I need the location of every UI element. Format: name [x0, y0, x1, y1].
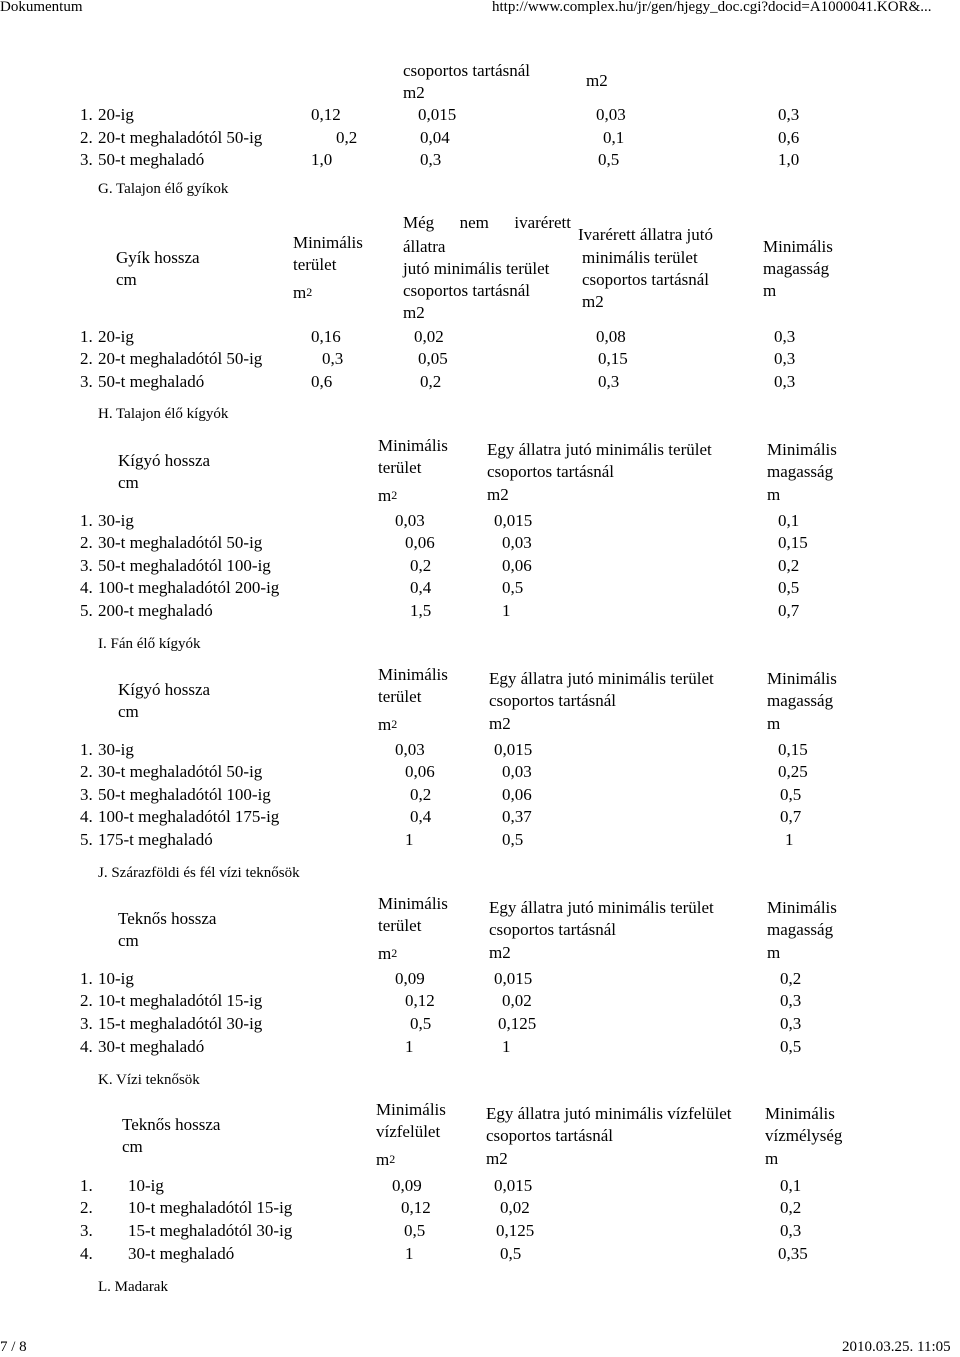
row-number: 2. — [80, 762, 93, 781]
cell-height: 1,0 — [778, 150, 800, 169]
col-header-height: magasság — [767, 462, 834, 481]
col-header-area: Minimális — [378, 894, 448, 913]
row-number: 4. — [80, 807, 93, 826]
col-header-adult: minimális terület — [582, 248, 698, 267]
cell-group-area: 0,03 — [502, 533, 532, 552]
row-label: 10-t meghaladótól 15-ig — [98, 991, 263, 1010]
col-header-height-unit: m — [767, 714, 781, 733]
cell-area: 0,16 — [311, 327, 341, 346]
cell-height: 0,2 — [778, 556, 800, 575]
col-header-area: terület — [378, 458, 422, 477]
row-number: 4. — [80, 1244, 93, 1263]
col-header-group-unit: m2 — [486, 1149, 508, 1168]
row-number: 2. — [80, 128, 93, 147]
col-header-height-unit: m — [767, 943, 781, 962]
col-header-area-unit: $m^2$ — [378, 944, 398, 963]
cell-adult-area: 0,1 — [603, 128, 625, 147]
col-header-length-unit: cm — [122, 1137, 143, 1156]
cell-height: 0,6 — [778, 128, 800, 147]
cell-area: 0,12 — [401, 1198, 431, 1217]
col-header-area: Minimális — [378, 665, 448, 684]
col-header-length-unit: cm — [118, 931, 139, 950]
cell-area: 1 — [405, 1037, 414, 1056]
col-header-area: Minimális — [293, 233, 363, 252]
cell-group-area: 0,5 — [502, 830, 524, 849]
row-label: 10-ig — [98, 969, 134, 988]
col-header-group: Egy állatra jutó minimális terület — [489, 669, 714, 688]
cell-group-area: 0,015 — [494, 1176, 533, 1195]
cell-height: 0,5 — [780, 785, 802, 804]
row-label: 50-t meghaladó — [98, 372, 205, 391]
row-label: 20-ig — [98, 105, 134, 124]
col-header-unit: m2 — [403, 83, 425, 102]
cell-group-area: 1 — [502, 1037, 511, 1056]
row-number: 5. — [80, 830, 93, 849]
cell-height: 0,15 — [778, 740, 808, 759]
cell-young-area: 0,02 — [414, 327, 444, 346]
col-header-height: Minimális — [767, 898, 837, 917]
cell-area: 0,12 — [405, 991, 435, 1010]
cell-adult-area: 0,08 — [596, 327, 626, 346]
row-number: 5. — [80, 601, 93, 620]
cell-group-area: 0,5 — [502, 578, 524, 597]
row-label: 50-t meghaladótól 100-ig — [98, 556, 271, 575]
cell-area: 0,09 — [395, 969, 425, 988]
cell-area: 0,4 — [410, 578, 432, 597]
col-header-young: jutó minimális terület — [403, 259, 550, 278]
col-header-height: magasság — [767, 920, 834, 939]
col-header-group-unit: m2 — [487, 485, 509, 504]
col-header-line: csoportos tartásnál — [403, 61, 530, 80]
print-datetime: 2010.03.25. 11:05 — [842, 1339, 951, 1355]
col-header-height-unit: m — [763, 281, 777, 300]
col-header-depth: Minimális — [765, 1104, 835, 1123]
cell-height: 0,5 — [780, 1037, 802, 1056]
row-number: 1. — [80, 105, 93, 124]
cell-area: 0,4 — [410, 807, 432, 826]
row-label: 100-t meghaladótól 200-ig — [98, 578, 280, 597]
row-label: 15-t meghaladótól 30-ig — [98, 1014, 263, 1033]
col-header-group: csoportos tartásnál — [487, 462, 614, 481]
col-header-height: Minimális — [763, 237, 833, 256]
col-header-length: Gyík hossza — [116, 248, 200, 267]
row-number: 3. — [80, 1014, 93, 1033]
col-header-depth-unit: m — [765, 1149, 779, 1168]
section-title: H. Talajon élő kígyók — [98, 406, 229, 422]
row-number: 3. — [80, 1221, 93, 1240]
row-number: 1. — [80, 740, 93, 759]
cell-group-area: 0,02 — [502, 991, 532, 1010]
col-header-young: csoportos tartásnál — [403, 281, 530, 300]
col-header-group-unit: m2 — [489, 943, 511, 962]
col-header-area: terület — [378, 916, 422, 935]
cell-height: 0,15 — [778, 533, 808, 552]
cell-height: 0,3 — [774, 349, 796, 368]
row-label: 50-t meghaladótól 100-ig — [98, 785, 271, 804]
row-number: 4. — [80, 578, 93, 597]
row-number: 3. — [80, 785, 93, 804]
section-title-l: L. Madarak — [98, 1279, 168, 1295]
row-number: 1. — [80, 1176, 93, 1195]
cell-area: 0,5 — [410, 1014, 432, 1033]
cell-height: 0,7 — [780, 807, 802, 826]
cell-area: 0,3 — [322, 349, 344, 368]
cell-height: 0,3 — [774, 327, 796, 346]
col-header-young: állatra — [403, 237, 446, 256]
row-label: 50-t meghaladó — [98, 150, 205, 169]
cell-area: 1,5 — [410, 601, 432, 620]
cell-depth: 0,35 — [778, 1244, 808, 1263]
cell-height: 0,3 — [780, 1014, 802, 1033]
cell-area: 0,2 — [336, 128, 358, 147]
cell-group-area: 0,015 — [494, 740, 533, 759]
row-number: 3. — [80, 372, 93, 391]
section-title: G. Talajon élő gyíkok — [98, 181, 229, 197]
section-title: I. Fán élő kígyók — [98, 636, 201, 652]
cell-group-area: 0,06 — [502, 556, 532, 575]
row-label: 30-t meghaladótól 50-ig — [98, 533, 263, 552]
col-header-group: Egy állatra jutó minimális terület — [487, 440, 712, 459]
row-number: 2. — [80, 1198, 93, 1217]
cell-group-area: 0,125 — [498, 1014, 537, 1033]
cell-area: 0,03 — [395, 740, 425, 759]
section-title: K. Vízi teknősök — [98, 1072, 200, 1088]
cell-area: 0,6 — [311, 372, 333, 391]
row-label: 20-t meghaladótól 50-ig — [98, 128, 263, 147]
col-header-height-unit: m — [767, 485, 781, 504]
row-label: 10-ig — [128, 1176, 164, 1195]
cell-height: 0,3 — [774, 372, 796, 391]
cell-height: 0,5 — [778, 578, 800, 597]
cell-height: 0,2 — [780, 969, 802, 988]
col-header-area: Minimális — [378, 436, 448, 455]
cell-height: 0,7 — [778, 601, 800, 620]
col-header-adult: csoportos tartásnál — [582, 270, 709, 289]
row-number: 3. — [80, 150, 93, 169]
row-label: 10-t meghaladótól 15-ig — [128, 1198, 293, 1217]
row-number: 1. — [80, 327, 93, 346]
col-header-area-unit: $m^2$ — [376, 1150, 396, 1169]
cell-area: 0,2 — [410, 556, 432, 575]
cell-adult-area: 0,15 — [598, 349, 628, 368]
cell-area: 0,5 — [404, 1221, 426, 1240]
col-header-area-unit: $m^2$ — [378, 486, 398, 505]
cell-young-area: 0,05 — [418, 349, 448, 368]
cell-depth: 0,1 — [780, 1176, 802, 1195]
col-header-length: Kígyó hossza — [118, 451, 211, 470]
cell-area: 1 — [405, 1244, 414, 1263]
col-header-young: Még nem ivarérett — [403, 213, 571, 232]
col-header-group: csoportos tartásnál — [489, 920, 616, 939]
cell-height: 1 — [785, 830, 794, 849]
col-header-length: Kígyó hossza — [118, 680, 211, 699]
row-label: 20-t meghaladótól 50-ig — [98, 349, 263, 368]
row-label: 175-t meghaladó — [98, 830, 213, 849]
cell-adult-area: 0,3 — [598, 372, 620, 391]
col-header-height: Minimális — [767, 440, 837, 459]
row-label: 15-t meghaladótól 30-ig — [128, 1221, 293, 1240]
col-header-group: Egy állatra jutó minimális vízfelület — [486, 1104, 732, 1123]
page-number: 7 / 8 — [0, 1339, 27, 1355]
col-header-group: csoportos tartásnál — [489, 691, 616, 710]
cell-group-area: 0,5 — [500, 1244, 522, 1263]
document-title: Dokumentum — [0, 0, 83, 15]
col-header-young-unit: m2 — [403, 303, 425, 322]
col-header-group: csoportos tartásnál — [486, 1126, 613, 1145]
col-header-area-unit: $m^2$ — [378, 715, 398, 734]
col-header-length: Teknős hossza — [118, 909, 217, 928]
col-header-height: magasság — [763, 259, 830, 278]
cell-group-area: 0,37 — [502, 807, 532, 826]
section-title: J. Szárazföldi és fél vízi teknősök — [98, 865, 300, 881]
col-header-area-unit: $m^2$ — [293, 283, 313, 302]
row-number: 2. — [80, 533, 93, 552]
row-label: 20-ig — [98, 327, 134, 346]
cell-depth: 0,2 — [780, 1198, 802, 1217]
cell-height: 0,3 — [778, 105, 800, 124]
col-header-adult-unit: m2 — [582, 292, 604, 311]
row-number: 1. — [80, 511, 93, 530]
cell-group-area: 0,3 — [420, 150, 442, 169]
cell-group-area: 1 — [502, 601, 511, 620]
cell-area: 1 — [405, 830, 414, 849]
cell-group-area: 0,04 — [420, 128, 450, 147]
col-header-height: Minimális — [767, 669, 837, 688]
row-label: 30-t meghaladó — [98, 1037, 205, 1056]
col-header-height: magasság — [767, 691, 834, 710]
cell-area: 1,0 — [311, 150, 333, 169]
col-header-area: vízfelület — [376, 1122, 441, 1141]
cell-height: 0,25 — [778, 762, 808, 781]
row-label: 30-t meghaladó — [128, 1244, 235, 1263]
col-header-area: terület — [293, 255, 337, 274]
row-label: 30-ig — [98, 740, 134, 759]
cell-adult-area: 0,5 — [598, 150, 620, 169]
col-header-length-unit: cm — [118, 702, 139, 721]
col-header-area: terület — [378, 687, 422, 706]
cell-group-area: 0,015 — [494, 969, 533, 988]
cell-group-area: 0,015 — [494, 511, 533, 530]
cell-group-area: 0,125 — [496, 1221, 535, 1240]
row-number: 3. — [80, 556, 93, 575]
cell-area: 0,12 — [311, 105, 341, 124]
col-header-area: Minimális — [376, 1100, 446, 1119]
cell-young-area: 0,2 — [420, 372, 442, 391]
row-number: 2. — [80, 991, 93, 1010]
row-label: 30-ig — [98, 511, 134, 530]
page-url: http://www.complex.hu/jr/gen/hjegy_doc.cgi?docid=A1000041.KOR&... — [492, 0, 932, 15]
cell-height: 0,1 — [778, 511, 800, 530]
col-header-length-unit: cm — [118, 473, 139, 492]
cell-group-area: 0,02 — [500, 1198, 530, 1217]
cell-adult-area: 0,03 — [596, 105, 626, 124]
row-label: 30-t meghaladótól 50-ig — [98, 762, 263, 781]
cell-depth: 0,3 — [780, 1221, 802, 1240]
col-header-unit: m2 — [586, 71, 608, 90]
cell-group-area: 0,06 — [502, 785, 532, 804]
cell-height: 0,3 — [780, 991, 802, 1010]
col-header-adult: Ivarérett állatra jutó — [578, 225, 713, 244]
cell-group-area: 0,015 — [418, 105, 457, 124]
col-header-length-unit: cm — [116, 270, 137, 289]
row-number: 4. — [80, 1037, 93, 1056]
col-header-group: Egy állatra jutó minimális terület — [489, 898, 714, 917]
cell-area: 0,06 — [405, 533, 435, 552]
col-header-depth: vízmélység — [765, 1126, 843, 1145]
cell-area: 0,09 — [392, 1176, 422, 1195]
col-header-length: Teknős hossza — [122, 1115, 221, 1134]
col-header-group-unit: m2 — [489, 714, 511, 733]
row-label: 200-t meghaladó — [98, 601, 213, 620]
cell-area: 0,03 — [395, 511, 425, 530]
row-number: 2. — [80, 349, 93, 368]
cell-group-area: 0,03 — [502, 762, 532, 781]
row-number: 1. — [80, 969, 93, 988]
cell-area: 0,06 — [405, 762, 435, 781]
cell-area: 0,2 — [410, 785, 432, 804]
row-label: 100-t meghaladótól 175-ig — [98, 807, 280, 826]
